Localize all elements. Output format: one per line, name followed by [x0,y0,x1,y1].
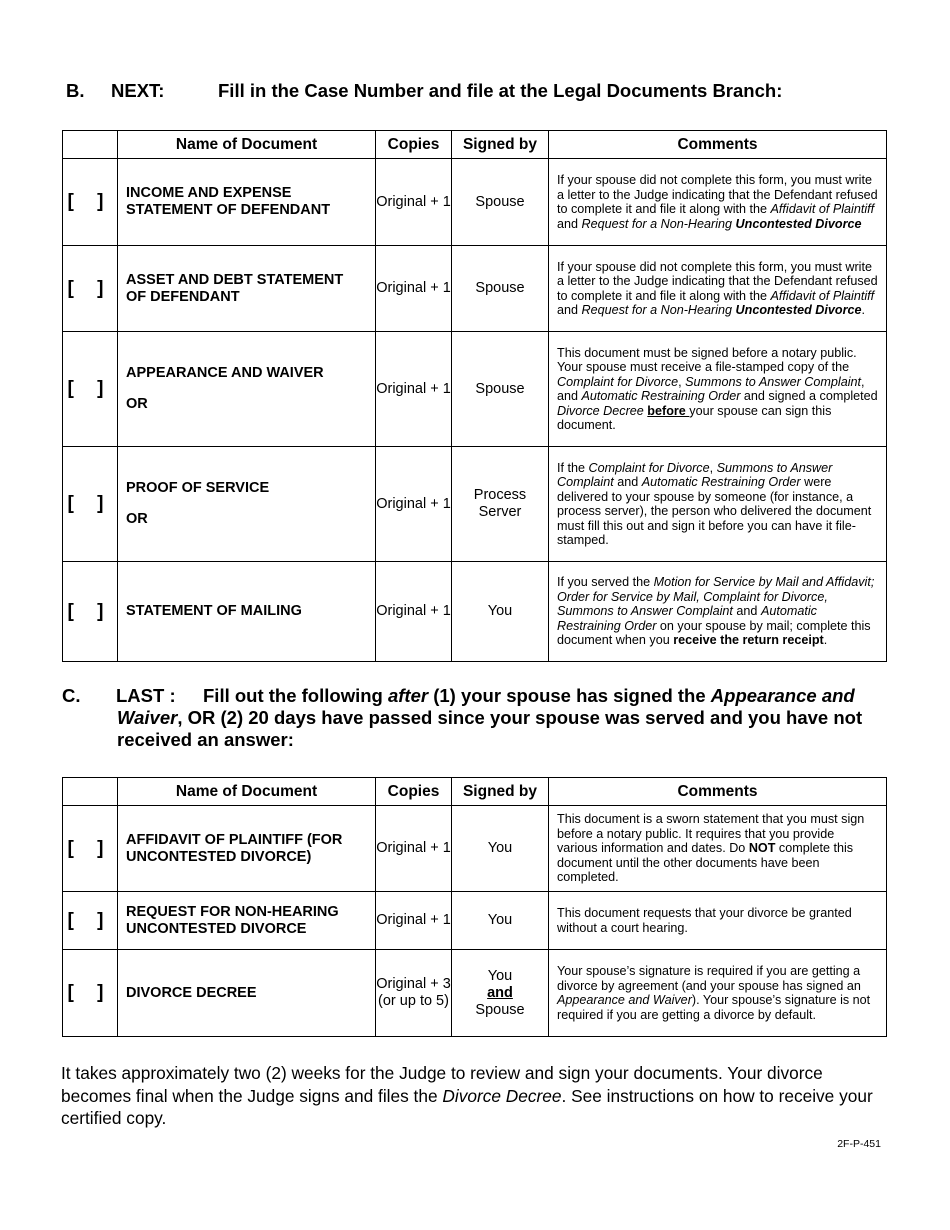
signed-by-cell: Spouse [452,332,549,447]
document-name [118,447,376,562]
checkbox[interactable]: [ ] [63,892,118,950]
comments-cell: If your spouse did not complete this form, you must write a letter to the Judge indicating that the Defendant refused to complete it and file it along with the Affidavit of Plaintiff and Request for a Non-Hearing Uncontested Divorce. [549,246,887,332]
copies-cell: Original + 1 [376,892,452,950]
comments-cell: This document must be signed before a notary public. Your spouse must receive a file-stamped copy of the Complaint for Divorce, Summons to Answer Complaint, and Automatic Restraining Order and signed a completed Divorce Decree before your spouse can sign this document. [549,332,887,447]
table-row [63,950,887,1037]
checkbox[interactable]: [ ] [63,246,118,332]
checkbox[interactable]: [ ] [63,562,118,662]
copies-cell: Original + 1 [376,332,452,447]
table-row [63,562,887,662]
section-c-instructions: Fill out the following after (1) your spouse has signed the Appearance and Waiver, OR (2) 20 days have passed since your spouse was served and you have not received an answer: [117,685,863,750]
document-name-text: ASSET AND DEBT STATEMENT OF DEFENDANT [126,271,344,305]
table-row [63,892,887,950]
table-row [63,447,887,562]
copies-cell: Original + 1 [376,246,452,332]
header-check [63,131,118,159]
comments-cell: If your spouse did not complete this form, you must write a letter to the Judge indicating that the Defendant refused to complete it and file it along with the Affidavit of Plaintiff and Request for a Non-Hearing Uncontested Divorce [549,159,887,246]
copies-cell: Original + 1 [376,447,452,562]
comments-cell: Your spouse’s signature is required if you are getting a divorce by agreement (and your spouse has signed an Appearance and Waiver). Your spouse’s signature is not required if you are getting a divorce by default. [549,950,887,1037]
copies-cell: Original + 1 [376,562,452,662]
header-copies: Copies [376,778,452,806]
documents-table-last [62,777,887,1037]
section-b-letter: B. [66,80,85,101]
signed-by-secondary: Spouse [475,1001,525,1018]
document-name [118,246,376,332]
checkbox[interactable]: [ ] [63,447,118,562]
footer-note: It takes approximately two (2) weeks for the Judge to review and sign your documents. Your divorce becomes final when the Judge signs and files the Divorce Decree. See instructions on how to receive your certified copy. [61,1063,873,1128]
signed-by-and: and [487,984,513,1001]
document-name: AFFIDAVIT OF PLAINTIFF (FOR UNCONTESTED DIVORCE) [118,806,376,892]
header-comments: Comments [549,778,887,806]
comments-cell: If the Complaint for Divorce, Summons to Answer Complaint and Automatic Restraining Order were delivered to your spouse by someone (for instance, a process server), the person who delivered the document must fill this out and sign it before you can have it file-stamped. [549,447,887,562]
document-name: DIVORCE DECREE [118,950,376,1037]
document-name-text: INCOME AND EXPENSE STATEMENT OF DEFENDANT [126,185,331,218]
comments-cell: If you served the Motion for Service by Mail and Affidavit; Order for Service by Mail, Complaint for Divorce, Summons to Answer Complaint and Automatic Restraining Order on your spouse by mail; complete this document when you receive the return receipt. [549,562,887,662]
document-name [118,159,376,246]
signed-by-cell [452,892,549,950]
document-name-text: STATEMENT OF MAILING [126,603,302,619]
signed-by-primary: You [487,967,513,984]
signed-by-cell: You [452,562,549,662]
header-check [63,778,118,806]
table-row [63,806,887,892]
checkbox[interactable]: [ ] [63,806,118,892]
header-signed-by: Signed by [452,131,549,159]
header-name: Name of Document [118,131,376,159]
document-name [118,562,376,662]
signed-by-cell: Spouse [452,246,549,332]
document-name-text: PROOF OF SERVICE [126,480,270,496]
checkbox[interactable]: [ ] [63,950,118,1037]
checkbox[interactable]: [ ] [63,332,118,447]
or-label: OR [126,511,148,527]
or-label: OR [126,396,148,412]
document-name [118,332,376,447]
comments-cell: This document requests that your divorce be granted without a court hearing. [549,892,887,950]
section-c-letter: C. [62,685,81,706]
header-copies: Copies [376,131,452,159]
comments-cell: This document is a sworn statement that you must sign before a notary public. It requires that you provide various information and dates. Do NOT complete this document until the other documents have been completed. [549,806,887,892]
signed-by-primary: You [487,840,513,856]
section-c-label: LAST : [116,685,176,706]
signed-by-cell [452,950,549,1037]
signed-by-cell: Spouse [452,159,549,246]
header-signed-by: Signed by [452,778,549,806]
document-name-text: APPEARANCE AND WAIVER [126,365,324,381]
document-name: REQUEST FOR NON-HEARING UNCONTESTED DIVORCE [118,892,376,950]
signed-by-cell [452,806,549,892]
section-b-label: NEXT: [111,80,165,101]
copies-cell: Original + 1 [376,159,452,246]
copies-cell: Original + 1 [376,806,452,892]
header-name: Name of Document [118,778,376,806]
form-number: 2F-P-451 [837,1138,881,1150]
signed-by-cell: Process Server [452,447,549,562]
copies-cell: Original + 3 (or up to 5) [376,950,452,1037]
header-comments: Comments [549,131,887,159]
checkbox[interactable]: [ ] [63,159,118,246]
section-b-instructions: Fill in the Case Number and file at the Legal Documents Branch: [218,80,783,101]
table-header-row [63,131,887,159]
table-row [63,246,887,332]
signed-by-primary: You [487,912,513,928]
table-row [63,159,887,246]
documents-table-next [62,130,887,662]
table-header-row [63,778,887,806]
table-row [63,332,887,447]
